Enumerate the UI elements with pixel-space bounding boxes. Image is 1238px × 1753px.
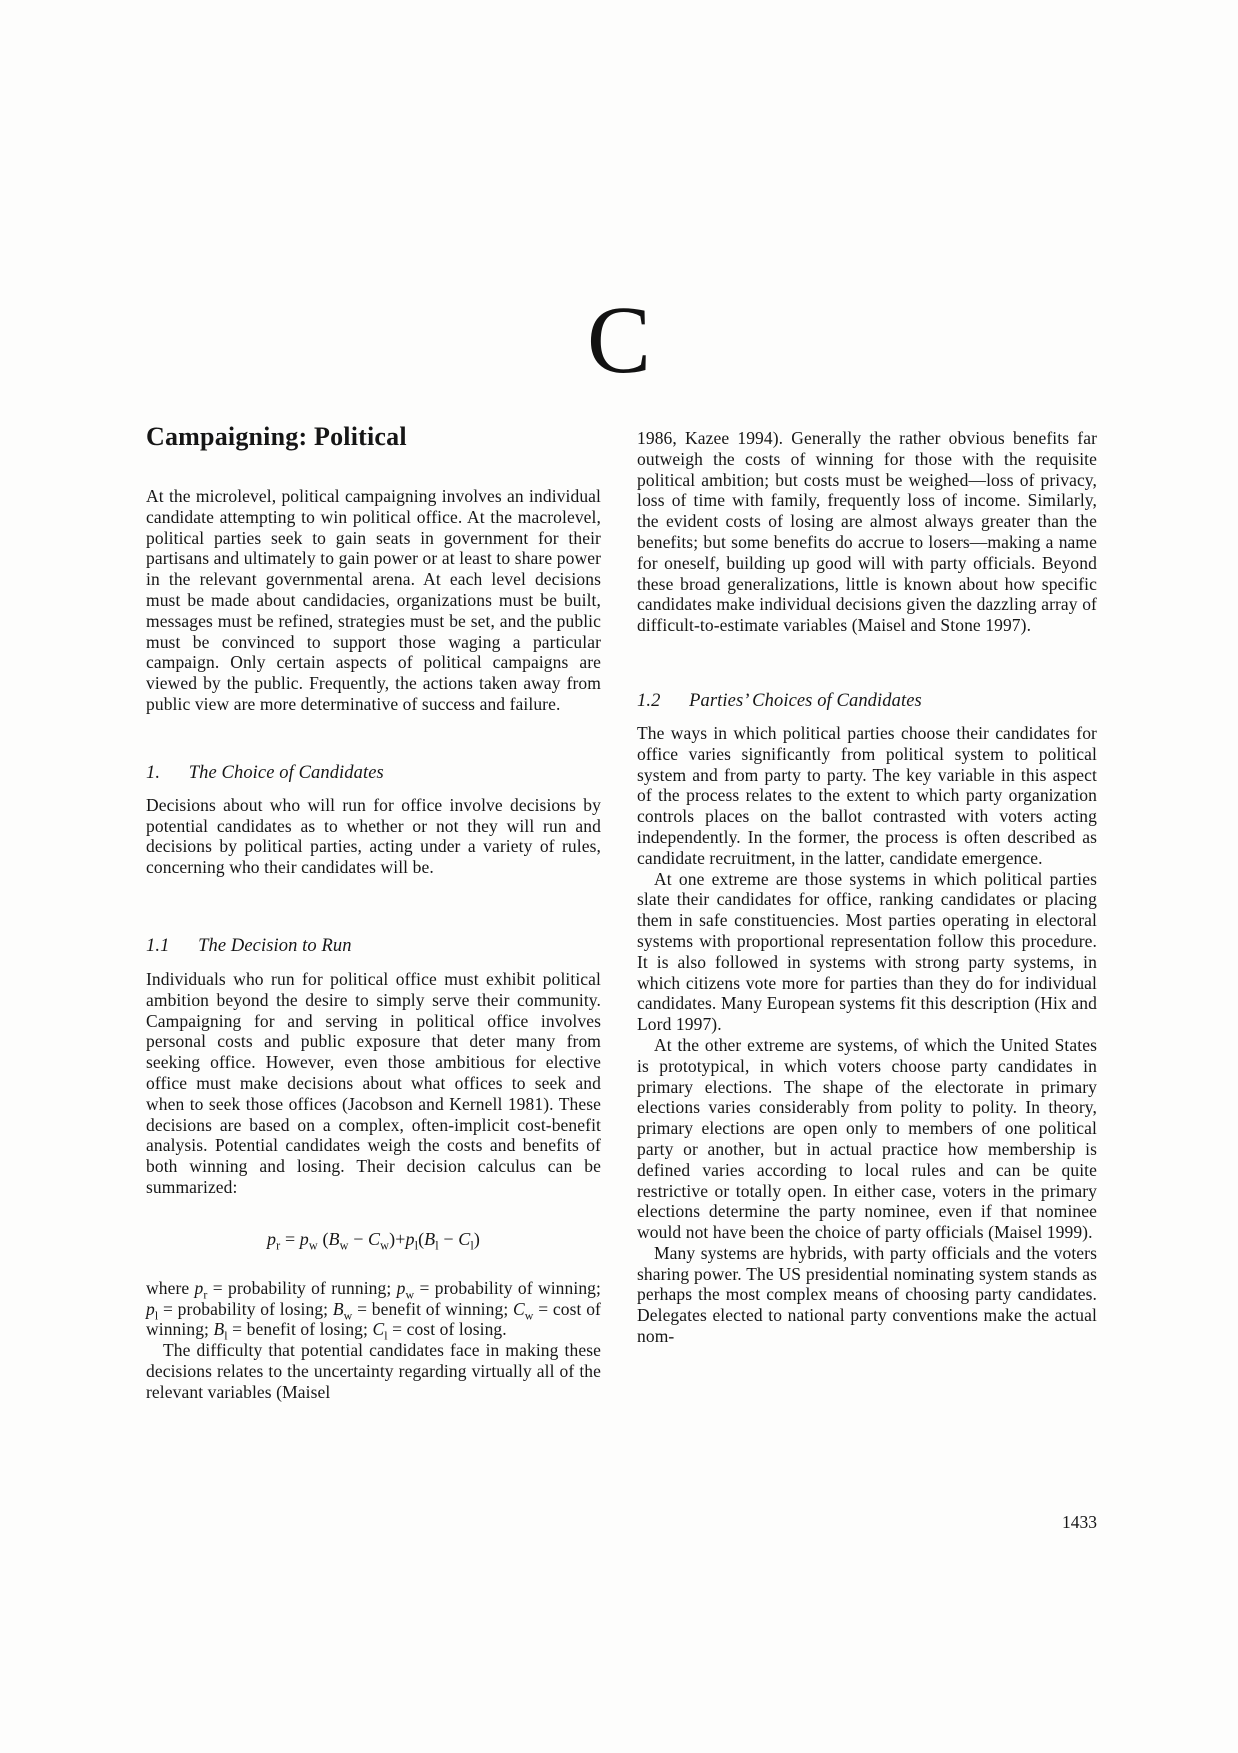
variables-definition-paragraph: where $p_r$ = probability of running; $p_w$ = probability of winning; $p_l$ = probability of losing; $B_w$ = benefit of winning; $C_w = \cos t$ of winning; $B_l$ = benefit of losing; $C_l = \cos t$ of losing. bbox=[146, 1277, 601, 1343]
section-letter: C bbox=[586, 286, 652, 393]
slating-systems-paragraph: At one extreme are those systems in which political parties slate their candidates for office, ranking candidates or placing them in safe constituencies. Most parties operating in electoral systems with proportional representation follow this procedure. It is also followed in systems with strong party systems, in which citizens vote more for parties than they do for individual candidates. Many European systems fit this description (Hix and Lord 1997). bbox=[637, 868, 1097, 1035]
choice-of-candidates-paragraph: Decisions about who will run for office involve decisions by potential candidates as to whether or not they will run and decisions by political parties, acting under a variety of rules, concerning who their candidates will be. bbox=[146, 794, 601, 878]
section-number: 1. bbox=[146, 762, 161, 783]
hybrid-systems-paragraph: Many systems are hybrids, with party officials and the voters sharing power. The US presidential nominating system stands as perhaps the most complex means of choosing party candidates. Delegates elected to national party conventions make the actual nom- bbox=[637, 1242, 1097, 1347]
section-number: 1.2 bbox=[637, 690, 661, 711]
decision-calculus-formula: $p_r = p_w$ $(B_w - C_w)+p_l(B_l - C_l)$ bbox=[267, 1228, 480, 1253]
intro-paragraph: At the microlevel, political campaigning involves an individual candidate attempting to win political office. At the macrolevel, political parties seek to gain seats in government for their partisans and ultimately to gain power or at least to share power in the relevant governmental arena. At each level decisions must be made about candidacies, organizations must be built, messages must be refined, strategies must be set, and the public must be convinced to support those waging a particular campaign. Only certain aspects of political campaigns are viewed by the public. Frequently, the actions taken away from public view are more determinative of success and failure. bbox=[146, 486, 601, 714]
decision-to-run-paragraph: Individuals who run for political office must exhibit political ambition beyond the desire to simply serve their community. Campaigning for and serving in political office involves personal costs and public exposure that deter many from seeking office. However, even those ambitious for elective office must make decisions about what offices to seek and when to seek those offices (Jacobson and Kernell 1981). These decisions are based on a complex, often-implicit cost-benefit analysis. Potential candidates weigh the costs and benefits of both winning and losing. Their decision calculus can be summarized: bbox=[146, 968, 601, 1197]
left-column bbox=[146, 424, 601, 1403]
section-title: The Decision to Run bbox=[198, 935, 352, 956]
section-title: The Choice of Candidates bbox=[188, 762, 384, 783]
right-column bbox=[637, 424, 1097, 1347]
page-number: 1433 bbox=[1062, 1512, 1097, 1532]
section-number: 1.1 bbox=[146, 935, 170, 956]
article-title: Campaigning: Political bbox=[146, 422, 407, 451]
section-title: Parties’ Choices of Candidates bbox=[689, 690, 922, 711]
difficulty-paragraph: The difficulty that potential candidates face in making these decisions relates to the uncertainty regarding virtually all of the relevant variables (Maisel bbox=[146, 1340, 601, 1402]
primary-elections-paragraph: At the other extreme are systems, of which the United States is prototypical, in which voters choose party candidates in primary elections. The shape of the electorate in primary elections varies considerably from polity to polity. In theory, primary elections are open only to members of one political party or another, but in actual practice how membership is defined varies according to local rules and can be quite restrictive or totally open. In either case, voters in the primary elections determine the party nominee, even if that nominee would not have been the choice of party officials (Maisel 1999). bbox=[637, 1034, 1097, 1243]
parties-choices-paragraph: The ways in which political parties choose their candidates for office varies significantly from political system to political system and from party to party. The key variable in this aspect of the process relates to the extent to which party organization controls places on the ballot contrasted with voters acting independently. In the former, the process is often described as candidate recruitment, in the latter, candidate emergence. bbox=[637, 722, 1097, 868]
costs-benefits-continuation-paragraph: 1986, Kazee 1994). Generally the rather obvious benefits far outweigh the costs of winning for those with the requisite political ambition; but costs must be weighed—loss of privacy, loss of time with family, frequently loss of income. Similarly, the evident costs of losing are almost always greater than the benefits; but some benefits do accrue to losers—making a name for oneself, building up good will with party officials. Beyond these broad generalizations, little is known about how specific candidates make individual decisions given the dazzling array of difficult-to-estimate variables (Maisel and Stone 1997). bbox=[637, 428, 1097, 636]
section-1-2-heading bbox=[637, 691, 1097, 712]
section-1-1-heading bbox=[146, 936, 601, 957]
section-1-heading bbox=[146, 763, 601, 784]
